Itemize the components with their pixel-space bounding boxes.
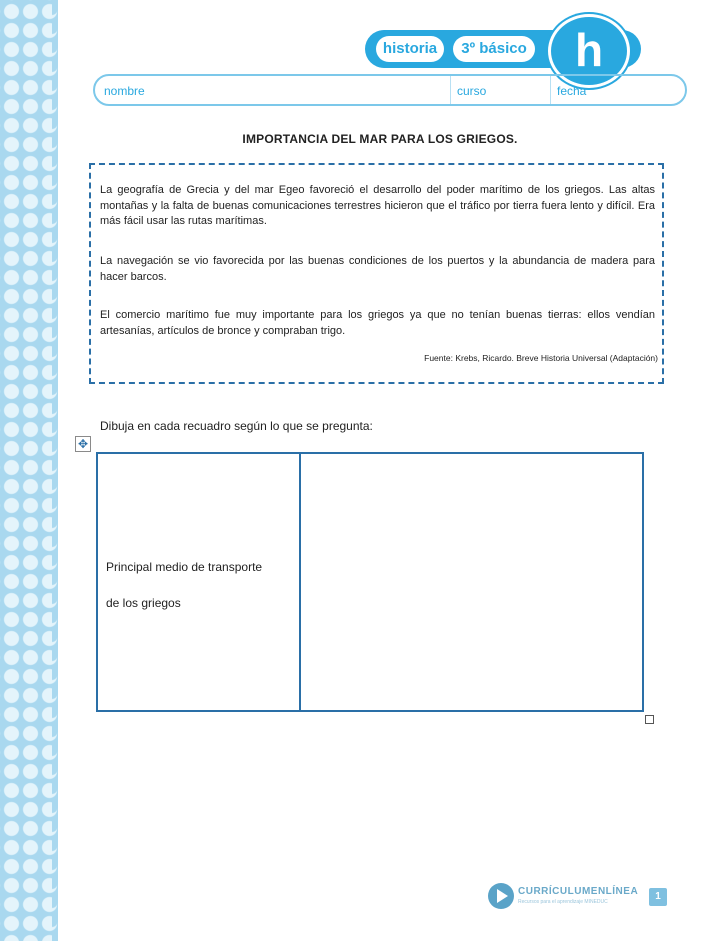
subject-badge: historia — [376, 36, 444, 62]
drawing-prompt-line2: de los griegos — [106, 596, 181, 610]
drawing-area[interactable] — [303, 455, 641, 709]
course-field-label: curso — [457, 84, 487, 98]
info-divider — [450, 76, 451, 104]
date-field-label: fecha — [557, 84, 587, 98]
history-logo: h — [548, 14, 630, 88]
reading-paragraph: La geografía de Grecia y del mar Egeo favoreció el desarrollo del poder marítimo de los griegos. Las altas montañas y la falta de buenas comunicaciones terrestres hicieron que el tráfico por tierra fuera lento y difícil. Era más fácil usar las rutas marítimas. — [100, 184, 655, 227]
worksheet-title: IMPORTANCIA DEL MAR PARA LOS GRIEGOS. — [242, 132, 518, 146]
student-info-row — [93, 74, 687, 106]
name-field-label: nombre — [104, 84, 145, 98]
reading-paragraph: El comercio marítimo fue muy importante para los griegos ya que no tenían buenas tierras: ellos vendían artesanías, artículos de bronce y compraban trigo. — [100, 309, 655, 337]
reading-paragraph: La navegación se vio favorecida por las buenas condiciones de los puertos y la abundancia de madera para hacer barcos. — [100, 255, 655, 283]
table-column-divider — [299, 452, 301, 712]
drawing-prompt-line1: Principal medio de transporte — [106, 560, 263, 574]
curriculum-logo-icon — [488, 883, 514, 909]
footer-brand: CURRÍCULUMENLÍNEA — [518, 886, 639, 897]
page-number: 1 — [649, 888, 667, 906]
grade-badge: 3º básico — [453, 36, 535, 62]
footer-tagline: Recursos para el aprendizaje MINEDUC — [518, 899, 608, 905]
resize-handle[interactable] — [645, 715, 654, 724]
source-citation: Fuente: Krebs, Ricardo. Breve Historia Universal (Adaptación) — [424, 353, 658, 363]
info-divider — [550, 76, 551, 104]
activity-instruction: Dibuja en cada recuadro según lo que se pregunta: — [100, 419, 373, 433]
move-handle-icon[interactable]: ✥ — [75, 436, 91, 452]
